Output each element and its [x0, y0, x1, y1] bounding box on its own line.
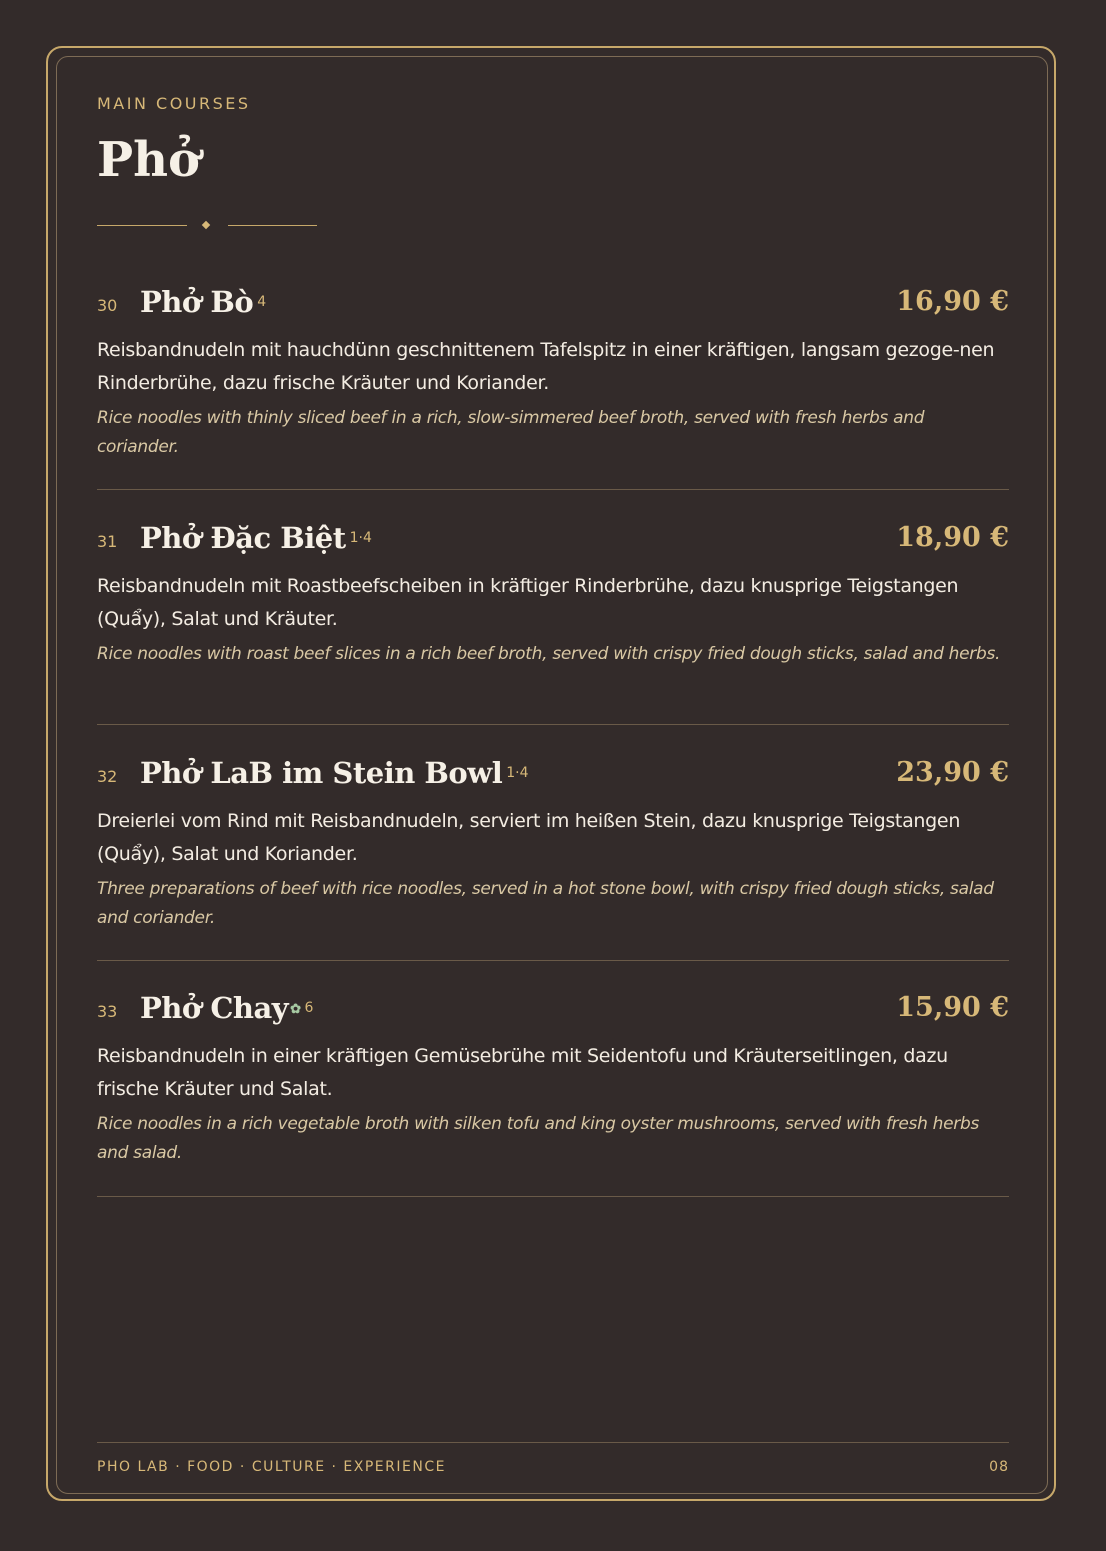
item-name-text: Phở Đặc Biệt	[140, 521, 346, 555]
description-english: Three preparations of beef with rice noodles, served in a hot stone bowl, with crispy fried dough sticks, salad and coriander.	[97, 879, 994, 928]
item-name-text: Phở LaB im Stein Bowl	[140, 756, 503, 790]
item-number: 31	[97, 532, 118, 551]
menu-item-header	[97, 520, 1009, 560]
footer-tagline: PHO LAB · FOOD · CULTURE · EXPERIENCE	[97, 1459, 446, 1475]
item-divider	[97, 724, 1009, 725]
vegetarian-flower-icon: ✿	[290, 1002, 301, 1017]
title-ornament	[97, 216, 319, 236]
description-english: Rice noodles in a rich vegetable broth with silken tofu and king oyster mushrooms, served with fresh herbs and salad.	[97, 1114, 980, 1163]
menu-item	[97, 284, 1009, 462]
item-price: 18,90 €	[896, 522, 1009, 553]
menu-item-header	[97, 284, 1009, 324]
item-divider	[97, 489, 1009, 490]
item-divider	[97, 1196, 1009, 1197]
item-name	[140, 755, 529, 791]
item-price: 16,90 €	[896, 286, 1009, 317]
allergen-codes: 4	[257, 294, 267, 310]
description-english: Rice noodles with roast beef slices in a rich beef broth, served with crispy fried dough sticks, salad and herbs.	[97, 644, 1001, 664]
menu-item	[97, 990, 1009, 1168]
description-german: Reisbandnudeln mit Roastbeefscheiben in kräftiger Rinderbrühe, dazu knusprige Teigstangen (Quẩy), Salat und Kräuter.	[97, 575, 959, 630]
menu-item-header	[97, 755, 1009, 795]
allergen-codes: 1·4	[506, 765, 529, 781]
item-name	[140, 284, 266, 320]
page-number: 08	[989, 1459, 1009, 1475]
ornament-line-left	[97, 225, 187, 226]
item-name-text: Phở Bò	[140, 285, 254, 319]
allergen-codes: 6	[304, 1000, 314, 1016]
ornament-line-right	[228, 225, 317, 226]
item-number: 30	[97, 296, 118, 315]
item-divider	[97, 960, 1009, 961]
allergen-codes: 1·4	[349, 530, 372, 546]
description-german: Reisbandnudeln mit hauchdünn geschnittenem Tafelspitz in einer kräftigen, langsam gezoge-nen Rinderbrühe, dazu frische Kräuter und Koriander.	[97, 339, 995, 394]
item-name	[140, 520, 372, 556]
menu-item	[97, 520, 1009, 669]
description-german: Dreierlei vom Rind mit Reisbandnudeln, serviert im heißen Stein, dazu knusprige Teigstangen (Quẩy), Salat und Koriander.	[97, 810, 961, 865]
section-kicker: MAIN COURSES	[97, 94, 251, 113]
item-name-text: Phở Chay	[140, 991, 289, 1025]
description-english: Rice noodles with thinly sliced beef in a rich, slow-simmered beef broth, served with fresh herbs and coriander.	[97, 408, 925, 457]
page-title: Phở	[97, 132, 201, 188]
item-number: 32	[97, 767, 118, 786]
item-number: 33	[97, 1002, 118, 1021]
menu-item	[97, 755, 1009, 933]
description-german: Reisbandnudeln in einer kräftigen Gemüsebrühe mit Seidentofu und Kräuterseitlingen, dazu frische Kräuter und Salat.	[97, 1045, 948, 1100]
item-price: 15,90 €	[896, 992, 1009, 1023]
footer-divider	[97, 1442, 1009, 1443]
item-price: 23,90 €	[896, 757, 1009, 788]
diamond-icon	[202, 221, 210, 229]
menu-item-header	[97, 990, 1009, 1030]
item-name	[140, 990, 313, 1028]
